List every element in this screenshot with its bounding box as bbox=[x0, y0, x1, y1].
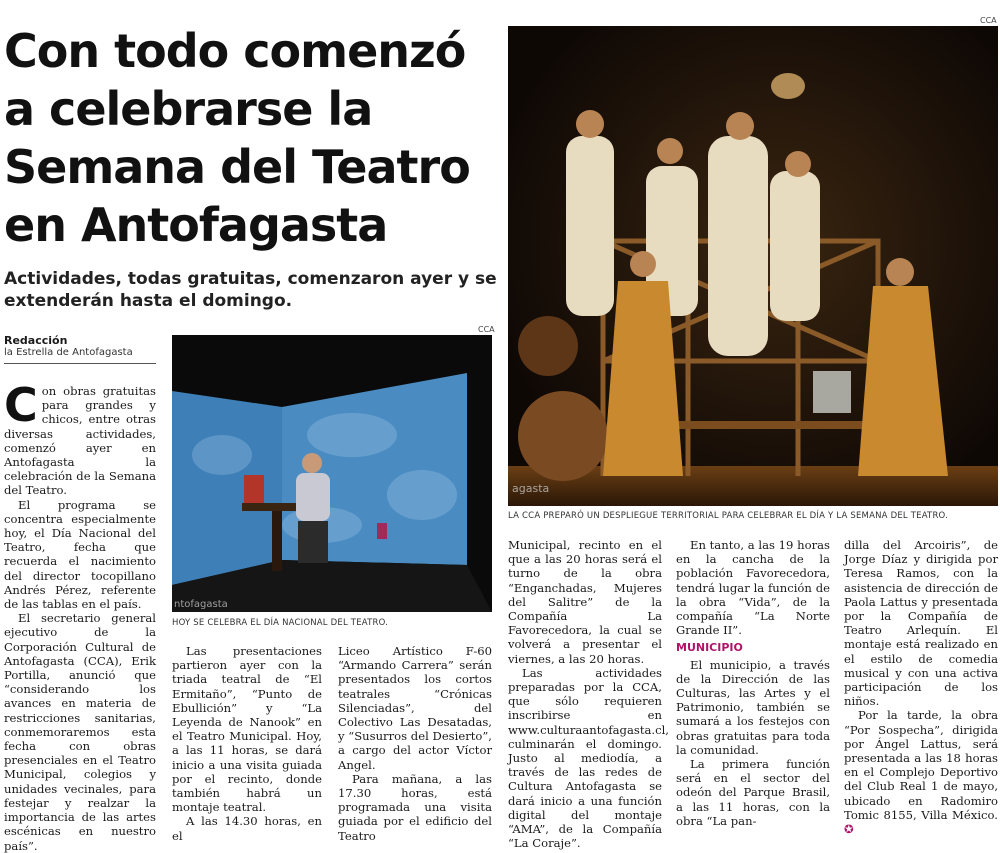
paragraph: La primera función será en el sector del odeón del Parque Brasil, a las 11 horas, con la obra “La pan- bbox=[676, 757, 830, 828]
paragraph: Municipal, recinto en el que a las 20 horas será el turno de la obra “Enganchadas, Mujeres del Salitre” de la Compañía La Favorecedora, la cual se volverá a presentar el viernes, a las 20 horas. bbox=[508, 538, 662, 666]
paragraph: Por la tarde, la obra “Por Sospecha”, dirigida por Ángel Lattus, será presentada a las 18 horas en el Complejo Deportivo del Club Real 1 de mayo, ubicado en Radomiro Tomic 8155, Villa México. ✪ bbox=[844, 708, 998, 837]
paragraph: El municipio, a través de la Dirección de las Culturas, las Artes y el Patrimonio, también se sumará a los festejos con obras gratuitas para toda la comunidad. bbox=[676, 657, 830, 757]
article-column-5 bbox=[676, 538, 830, 836]
large-photo-credit: CCA bbox=[980, 16, 997, 25]
paragraph: El programa se concentra especialmente hoy, el Día Nacional del Teatro, fecha que recuerda el nacimiento del director tocopillano Andrés Pérez, referente de las tablas en el país. bbox=[4, 497, 156, 612]
byline-source: la Estrella de Antofagasta bbox=[4, 347, 133, 358]
deck-line: Actividades, todas gratuitas, comenzaron ayer y se bbox=[4, 269, 497, 289]
byline-name: Redacción bbox=[4, 334, 68, 347]
deck-line: extenderán hasta el domingo. bbox=[4, 291, 293, 311]
large-photo-caption: LA CCA PREPARÓ UN DESPLIEGUE TERRITORIAL PARA CELEBRAR EL DÍA Y LA SEMANA DEL TEATRO. bbox=[508, 511, 948, 521]
byline-divider bbox=[4, 363, 156, 364]
headline-line: Semana del Teatro bbox=[4, 140, 470, 194]
large-stage-photo bbox=[508, 26, 998, 506]
paragraph: dilla del Arcoiris”, de Jorge Díaz y dirigida por Teresa Ramos, con la asistencia de dirección de Paola Lattus y presentada por la Compañía de Teatro Arlequín. El montaje está realizado en el estilo de comedia musical y con una activa participación de los niños. bbox=[844, 538, 998, 709]
headline bbox=[4, 22, 504, 254]
paragraph: Para mañana, a las 17.30 horas, está programada una visita guiada por el edificio del Teatro bbox=[338, 771, 492, 843]
paragraph: Liceo Artístico F-60 “Armando Carrera” serán presentados los cortos teatrales “Crónicas Silenciadas”, del Colectivo Las Desatadas, y “Susurros del Desierto”, a cargo del actor Víctor Angel. bbox=[338, 644, 492, 772]
paragraph: El secretario general ejecutivo de la Corporación Cultural de Antofagasta (CCA), Erik Portilla, anunció que “considerando los avances en materia de restricciones sanitarias, conmemoraremos esta fecha con obras presenciales en el Teatro Municipal, colegios y unidades vecinales, para festejar y realzar la importancia de las artes escénicas en nuestro país”. bbox=[4, 611, 156, 853]
headline-line: Con todo comenzó bbox=[4, 24, 466, 78]
paragraph: En tanto, a las 19 horas en la cancha de la población Favorecedora, tendrá lugar la función de la obra “Vida”, de la compañía “La Norte Grande II”. bbox=[676, 538, 830, 638]
section-subhead: MUNICIPIO bbox=[676, 641, 743, 655]
drop-cap: C bbox=[4, 378, 38, 432]
article-column-6 bbox=[844, 538, 998, 836]
end-mark-icon: ✪ bbox=[844, 822, 854, 837]
small-photo-watermark: ntofagasta bbox=[174, 599, 228, 610]
headline-line: a celebrarse la bbox=[4, 82, 373, 136]
article-column-1 bbox=[4, 378, 156, 853]
paragraph: A las 14.30 horas, en el bbox=[172, 814, 322, 843]
small-photo-caption: HOY SE CELEBRA EL DÍA NACIONAL DEL TEATRO. bbox=[172, 618, 389, 628]
deck bbox=[4, 268, 504, 312]
article-column-4 bbox=[508, 538, 669, 851]
small-stage-photo bbox=[172, 335, 492, 612]
paragraph: Las presentaciones partieron ayer con la triada teatral de “El Ermitaño”, “Punto de Ebullición” y “La Leyenda de Nanook” en el Teatro Municipal. Hoy, a las 11 horas, se dará inicio a una visita guiada por el recinto, donde también habrá un montaje teatral. bbox=[172, 644, 322, 815]
article-column-2 bbox=[172, 644, 322, 843]
large-photo-watermark: agasta bbox=[512, 482, 550, 495]
small-photo-credit: CCA bbox=[478, 325, 495, 334]
paragraph: Las actividades preparadas por la CCA, que sólo requieren inscribirse en www.culturaantofagasta.cl, culminarán el domingo. Justo al mediodía, a través de las redes de Cultura Antofagasta se dará inicio a una función digital del montaje “AMA”, de la Compañía “La Coraje”. bbox=[508, 665, 669, 851]
paragraph: Con obras gratuitas para grandes y chicos, entre otras diversas actividades, comenzó ayer en Antofagasta la celebración de la Semana del Teatro. bbox=[4, 378, 156, 498]
article-column-3 bbox=[338, 644, 492, 843]
headline-line: en Antofagasta bbox=[4, 198, 388, 252]
